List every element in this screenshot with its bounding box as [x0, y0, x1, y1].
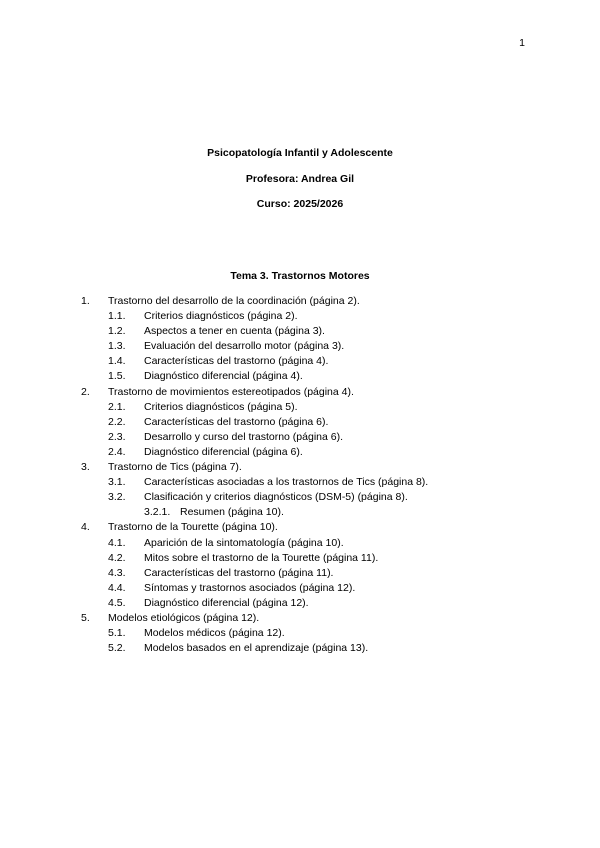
toc-entry-text: Modelos etiológicos (página 12).: [108, 611, 260, 624]
toc-entry-number: 2.: [81, 385, 90, 398]
toc-entry-number: 2.3.: [108, 430, 126, 443]
toc-entry-number: 4.3.: [108, 566, 126, 579]
toc-entry: [0, 641, 600, 656]
toc-entry: [0, 294, 600, 309]
toc-entry-number: 2.1.: [108, 400, 126, 413]
toc-entry-number: 5.2.: [108, 642, 126, 655]
toc-entry-number: 3.: [81, 461, 90, 474]
toc-entry-text: Criterios diagnósticos (página 5).: [144, 400, 298, 413]
toc-entry-number: 4.5.: [108, 596, 126, 609]
toc-entry-number: 1.5.: [108, 370, 126, 383]
course-title: Psicopatología Infantil y Adolescente: [207, 147, 393, 159]
professor-line: Profesora: Andrea Gil: [245, 173, 355, 185]
toc-entry-number: 3.2.: [108, 491, 126, 504]
toc-entry-text: Diagnóstico diferencial (página 4).: [144, 370, 303, 383]
toc-entry: [0, 490, 600, 505]
toc-entry-text: Modelos médicos (página 12).: [144, 627, 285, 640]
toc-entry-number: 1.2.: [108, 325, 126, 338]
toc-entry: [0, 551, 600, 566]
toc-entry-number: 4.1.: [108, 536, 126, 549]
toc-entry-text: Características del trastorno (página 11).: [144, 566, 334, 579]
toc-entry-text: Diagnóstico diferencial (página 6).: [144, 445, 303, 458]
toc-entry-number: 1.4.: [108, 355, 126, 368]
toc-entry-number: 4.: [81, 521, 90, 534]
toc-entry-text: Características asociadas a los trastornos de Tics (página 8).: [144, 476, 429, 489]
toc-entry-text: Trastorno de movimientos estereotipados (página 4).: [108, 385, 354, 398]
toc-entry-text: Clasificación y criterios diagnósticos (DSM-5) (página 8).: [144, 491, 408, 504]
table-of-contents: [0, 294, 600, 656]
toc-entry: [0, 611, 600, 626]
toc-entry: [0, 309, 600, 324]
toc-entry: [0, 385, 600, 400]
toc-entry: [0, 505, 600, 520]
toc-entry: [0, 400, 600, 415]
toc-entry-text: Resumen (página 10).: [180, 506, 284, 519]
toc-entry: [0, 475, 600, 490]
toc-entry: [0, 460, 600, 475]
toc-entry-text: Aspectos a tener en cuenta (página 3).: [144, 325, 325, 338]
toc-entry: [0, 430, 600, 445]
toc-entry: [0, 626, 600, 641]
toc-entry-number: 1.3.: [108, 340, 126, 353]
toc-entry-number: 4.2.: [108, 551, 126, 564]
toc-entry: [0, 536, 600, 551]
toc-entry-text: Mitos sobre el trastorno de la Tourette (página 11).: [144, 551, 379, 564]
toc-entry: [0, 324, 600, 339]
toc-entry: [0, 596, 600, 611]
toc-entry-text: Modelos basados en el aprendizaje (página 13).: [144, 642, 369, 655]
toc-entry-number: 5.: [81, 611, 90, 624]
toc-entry-number: 3.2.1.: [144, 506, 171, 519]
toc-entry-text: Evaluación del desarrollo motor (página 3).: [144, 340, 345, 353]
toc-entry: [0, 520, 600, 535]
toc-entry: [0, 339, 600, 354]
toc-entry-number: 1.1.: [108, 310, 126, 323]
toc-entry-number: 5.1.: [108, 627, 126, 640]
toc-entry-text: Desarrollo y curso del trastorno (página 6).: [144, 430, 344, 443]
toc-entry: [0, 354, 600, 369]
toc-entry-text: Síntomas y trastornos asociados (página 12).: [144, 581, 356, 594]
toc-entry-number: 2.2.: [108, 415, 126, 428]
toc-entry-text: Características del trastorno (página 6).: [144, 415, 329, 428]
toc-entry-text: Criterios diagnósticos (página 2).: [144, 310, 298, 323]
toc-entry: [0, 566, 600, 581]
toc-entry: [0, 581, 600, 596]
toc-entry-text: Características del trastorno (página 4).: [144, 355, 329, 368]
toc-entry-text: Trastorno de la Tourette (página 10).: [108, 521, 278, 534]
topic-title: Tema 3. Trastornos Motores: [230, 270, 370, 282]
toc-entry-number: 2.4.: [108, 445, 126, 458]
toc-entry-number: 1.: [81, 295, 90, 307]
toc-entry-number: 3.1.: [108, 476, 126, 489]
toc-entry-text: Trastorno del desarrollo de la coordinación (página 2).: [108, 295, 360, 307]
toc-entry: [0, 445, 600, 460]
page-number: 1: [519, 37, 525, 49]
toc-entry-number: 4.4.: [108, 581, 126, 594]
toc-entry-text: Aparición de la sintomatología (página 10).: [144, 536, 344, 549]
toc-entry: [0, 415, 600, 430]
toc-entry-text: Trastorno de Tics (página 7).: [108, 461, 242, 474]
toc-entry-text: Diagnóstico diferencial (página 12).: [144, 596, 309, 609]
toc-entry: [0, 369, 600, 384]
course-year: Curso: 2025/2026: [256, 198, 344, 210]
